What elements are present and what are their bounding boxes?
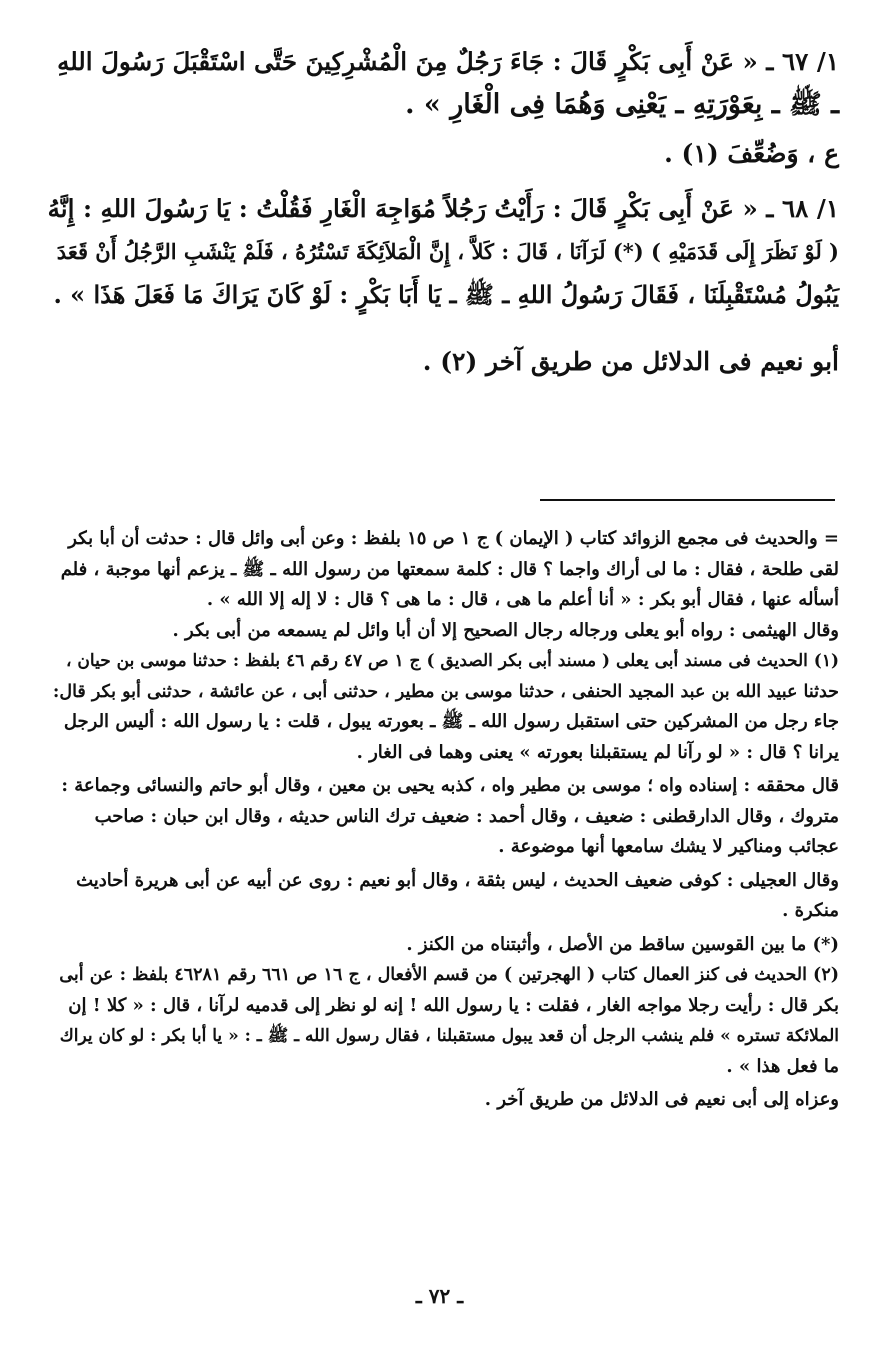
footnote-2-attribution xyxy=(44,1085,839,1116)
footnote-line: عجائب ومناكير لا يشك سامعها أنها موضوعة . xyxy=(498,836,839,857)
footnote-1-muhaqqiq xyxy=(44,771,839,863)
footnote-line: = والحديث فى مجمع الزوائد كتاب ( الإيمان ) ج ١ ص ١٥ بلفظ : وعن أبى وائل قال : حدثت أن أبا بكر xyxy=(68,528,839,549)
hadith-68 xyxy=(44,187,839,316)
hadith-67 xyxy=(44,40,839,126)
footnote-line: (*) ما بين القوسين ساقط من الأصل ، وأثبتناه من الكنز . xyxy=(406,933,839,955)
footnote-line: (٢) الحديث فى كنز العمال كتاب ( الهجرتين ) من قسم الأفعال ، ج ١٦ ص ٦٦١ رقم ٤٦٢٨١ بلفظ : عن أبى xyxy=(59,965,839,985)
footnote-line: متروك ، وقال الدارقطنى : ضعيف ، وقال أحمد : ضعيف ترك الناس حديثه ، وقال ابن حبان : صاحب xyxy=(94,805,839,827)
footnotes xyxy=(44,524,839,1116)
footnote-line: وقال العجيلى : كوفى ضعيف الحديث ، ليس بثقة ، وقال أبو نعيم : روى عن أبيه عن أبى هريرة أحاديث xyxy=(76,869,839,891)
hadith-67-source: ع ، وَضُعِّفَ (١) . xyxy=(664,139,839,168)
footnote-line: الملائكة تستره » فلم ينشب الرجل أن قعد يبول مستقبلنا ، فقال رسول الله ـ ﷺ ـ : « يا أبا بكر : لو كان يراك xyxy=(59,1026,839,1046)
hadith-67-line-1: ١/ ٦٧ ـ « عَنْ أَبِى بَكْرٍ قَالَ : جَاءَ رَجُلٌ مِنَ الْمُشْرِكِينَ حَتَّى اسْتَقْبَلَ رَسُولَ اللهِ xyxy=(57,47,839,76)
footnote-star xyxy=(44,930,839,961)
main-text xyxy=(44,40,839,383)
footnote-line: يرانا ؟ قال : « لو رآنا لم يستقبلنا بعورته » يعنى وهما فى الغار . xyxy=(356,741,839,763)
hadith-68-source: أبو نعيم فى الدلائل من طريق آخر (٢) . xyxy=(422,347,839,376)
footnote-line: لقى طلحة ، فقال : ما لى أراك واجما ؟ قال : كلمة سمعتها من رسول الله ـ ﷺ ـ يزعم أنها موجبة ، فلم xyxy=(60,558,839,580)
footnote-2 xyxy=(44,960,839,1082)
hadith-68-line-2: ( لَوْ نَظَرَ إِلَى قَدَمَيْهِ ) (*) لَرَآنَا ، قَالَ : كَلاَّ ، إِنَّ الْمَلاَئِكَةَ تَسْتُرُهُ ، فَلَمْ يَنْشَبِ الرَّجُلُ أَنْ قَعَدَ xyxy=(56,239,839,264)
footnote-line: حدثنا عبيد الله بن عبد المجيد الحنفى ، حدثنا موسى بن مطير ، حدثنى أبى ، عن عائشة ، حدثنى أبو بكر قال: xyxy=(52,681,839,702)
footnote-line: وقال الهيثمى : رواه أبو يعلى ورجاله رجال الصحيح إلا أن أبا وائل لم يسمعه من أبى بكر . xyxy=(172,619,839,641)
hadith-67-line-2: ـ ﷺ ـ بِعَوْرَتِهِ ـ يَعْنِى وَهُمَا فِى الْغَارِ » . xyxy=(405,89,839,120)
footnote-1-ijli xyxy=(44,866,839,927)
hadith-68-line-1: ١/ ٦٨ ـ « عَنْ أَبِى بَكْرٍ قَالَ : رَأَيْتُ رَجُلاً مُوَاجِهَ الْغَارِ فَقُلْتُ : يَا رَسُولَ اللهِ : إِنَّهُ xyxy=(47,194,839,223)
footnote-line: قال محققه : إسناده واه ؛ موسى بن مطير واه ، كذبه يحيى بن معين ، وقال أبو حاتم والنسائى وجماعة : xyxy=(61,775,839,796)
footnote-line: (١) الحديث فى مسند أبى يعلى ( مسند أبى بكر الصديق ) ج ١ ص ٤٧ رقم ٤٦ بلفظ : حدثنا موسى بن حيان ، xyxy=(66,651,839,671)
footnote-line: منكرة . xyxy=(782,900,839,921)
footnote-1 xyxy=(44,646,839,768)
footnote-separator xyxy=(540,499,835,501)
footnote-continuation xyxy=(44,524,839,646)
spacer xyxy=(44,322,839,340)
page-number: ـ ٧٢ ـ xyxy=(415,1284,464,1308)
footnote-line: وعزاه إلى أبى نعيم فى الدلائل من طريق آخر . xyxy=(484,1089,839,1110)
hadith-68-line-3: يَبُولُ مُسْتَقْبِلَنَا ، فَقَالَ رَسُولُ اللهِ ـ ﷺ ـ يَا أَبَا بَكْرٍ : لَوْ كَانَ يَرَاكَ مَا فَعَلَ هَذَا » . xyxy=(53,280,839,309)
footnote-line: أسأله عنها ، فقال أبو بكر : « أنا أعلم ما هى ، قال : ما هى ؟ قال : لا إله إلا الله » . xyxy=(206,589,839,610)
spacer xyxy=(44,175,839,187)
footnote-line: ما فعل هذا » . xyxy=(726,1055,839,1077)
footnote-line: بكر قال : رأيت رجلا مواجه الغار ، فقلت : يا رسول الله ! إنه لو نظر إلى قدميه لرآنا ، قال : « كلا ! إن xyxy=(68,994,839,1016)
footnote-line: جاء رجل من المشركين حتى استقبل رسول الله ـ ﷺ ـ بعورته يبول ، قلت : يا رسول الله : أليس الرجل xyxy=(63,711,839,732)
